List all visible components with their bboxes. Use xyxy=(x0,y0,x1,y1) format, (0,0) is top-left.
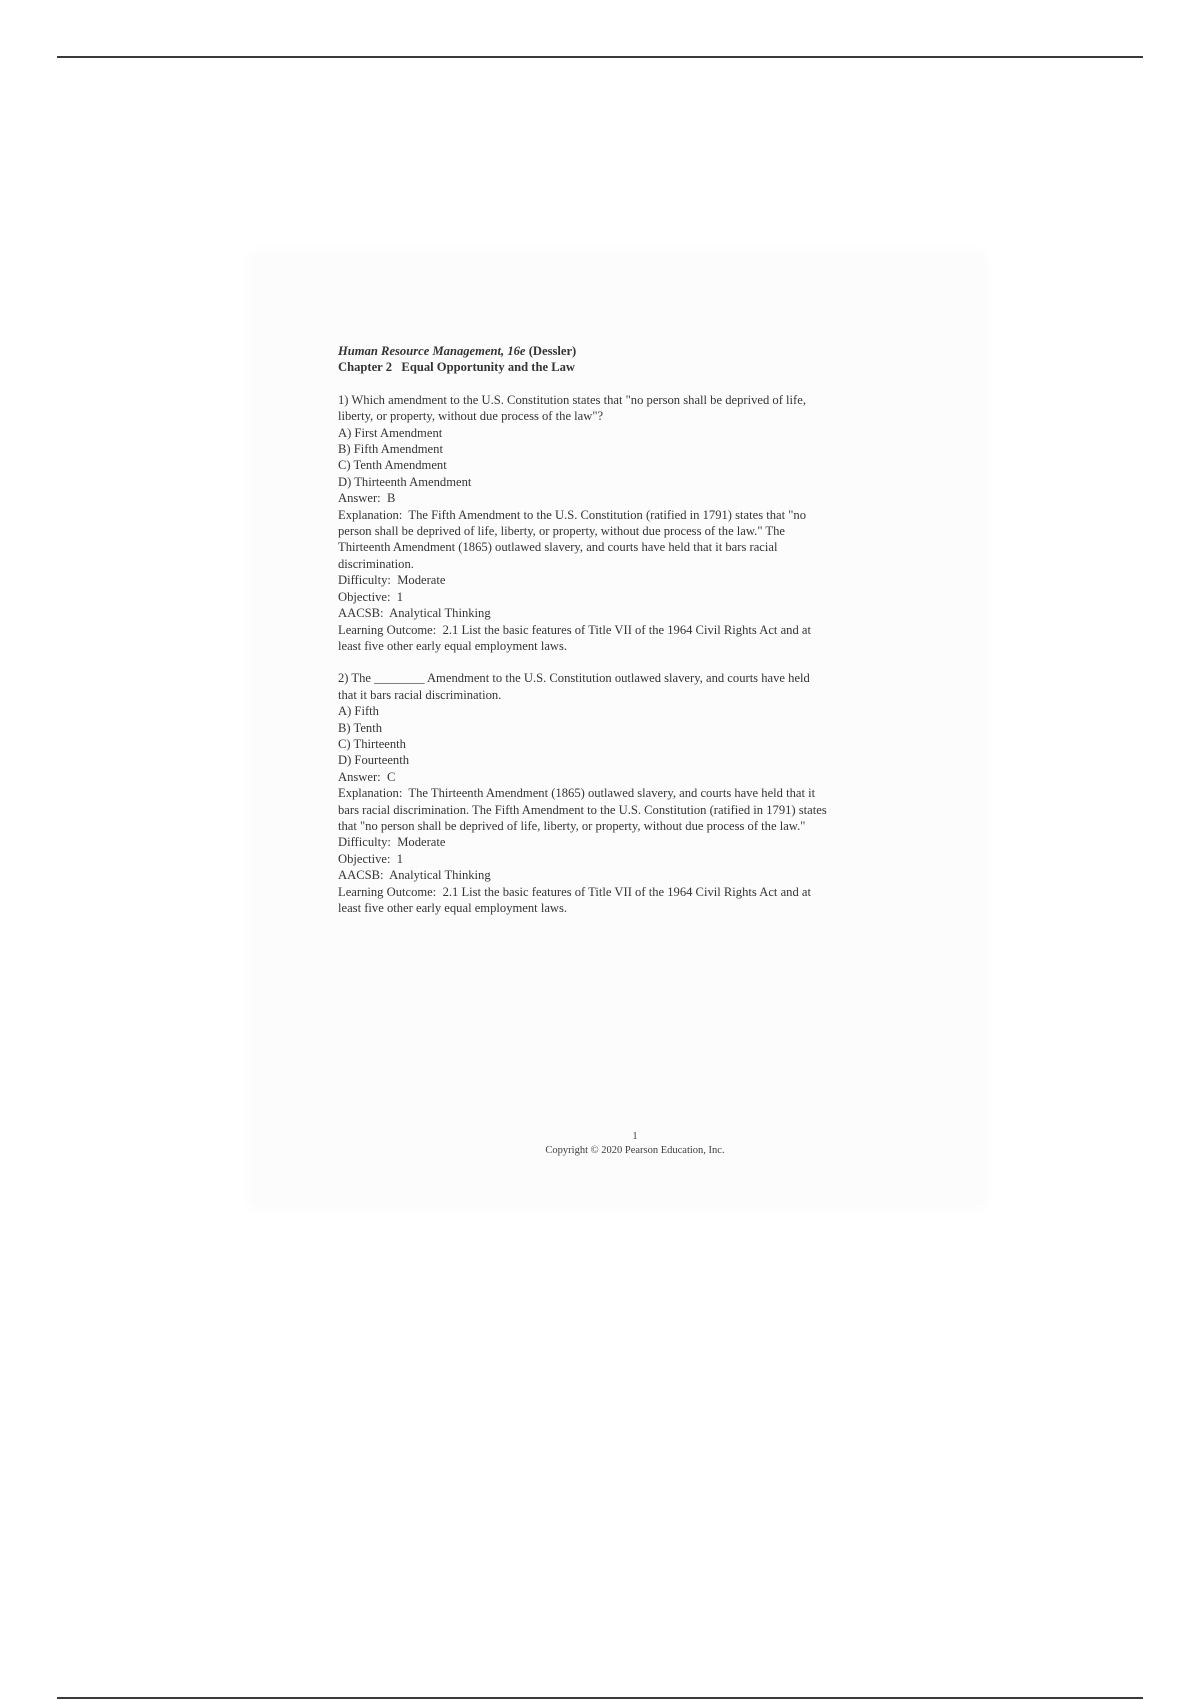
explanation-line: person shall be deprived of life, liberty, or property, without due process of the law." The xyxy=(338,524,785,539)
page-content xyxy=(338,343,920,916)
difficulty: Difficulty: Moderate xyxy=(338,835,446,850)
question-stem-line: 1) Which amendment to the U.S. Constitution states that "no person shall be deprived of life, xyxy=(338,392,806,407)
answer-option: B) Fifth Amendment xyxy=(338,442,443,457)
copyright-notice: Copyright © 2020 Pearson Education, Inc. xyxy=(545,1145,725,1156)
answer-option: C) Tenth Amendment xyxy=(338,458,447,473)
question-block xyxy=(338,670,920,916)
explanation-line: Explanation: The Fifth Amendment to the U.S. Constitution (ratified in 1791) states that "no xyxy=(338,507,807,522)
answer-option: D) Thirteenth Amendment xyxy=(338,474,472,489)
question-block xyxy=(338,392,920,655)
learning-outcome-line: Learning Outcome: 2.1 List the basic features of Title VII of the 1964 Civil Rights Act and at xyxy=(338,622,812,637)
answer-option: A) Fifth xyxy=(338,704,379,719)
page-footer xyxy=(255,1130,980,1158)
explanation-line: that "no person shall be deprived of life, liberty, or property, without due process of the law." xyxy=(338,818,806,833)
book-author: (Dessler) xyxy=(528,344,577,358)
top-divider xyxy=(57,56,1143,58)
learning-outcome-line: least five other early equal employment laws. xyxy=(338,638,568,653)
objective: Objective: 1 xyxy=(338,851,404,866)
document-header xyxy=(338,343,920,376)
explanation-line: discrimination. xyxy=(338,556,414,571)
objective: Objective: 1 xyxy=(338,589,404,604)
answer-key: Answer: C xyxy=(338,769,396,784)
document-page xyxy=(255,258,980,1203)
aacsb: AACSB: Analytical Thinking xyxy=(338,868,491,883)
aacsb: AACSB: Analytical Thinking xyxy=(338,606,491,621)
page-number: 1 xyxy=(632,1131,638,1142)
answer-option: C) Thirteenth xyxy=(338,736,406,751)
answer-option: A) First Amendment xyxy=(338,425,443,440)
question-stem-line: 2) The ________ Amendment to the U.S. Constitution outlawed slavery, and courts have held xyxy=(338,671,810,686)
learning-outcome-line: least five other early equal employment laws. xyxy=(338,901,568,915)
book-title: Human Resource Management, 16e xyxy=(338,344,526,358)
chapter-title: Chapter 2 Equal Opportunity and the Law xyxy=(338,360,575,375)
answer-key: Answer: B xyxy=(338,491,396,506)
learning-outcome-line: Learning Outcome: 2.1 List the basic features of Title VII of the 1964 Civil Rights Act and at xyxy=(338,884,812,899)
question-stem-line: liberty, or property, without due process of the law"? xyxy=(338,409,604,424)
explanation-line: bars racial discrimination. The Fifth Amendment to the U.S. Constitution (ratified in 1791) states xyxy=(338,802,827,817)
difficulty: Difficulty: Moderate xyxy=(338,573,446,588)
question-stem-line: that it bars racial discrimination. xyxy=(338,687,502,702)
explanation-line: Explanation: The Thirteenth Amendment (1865) outlawed slavery, and courts have held that it xyxy=(338,786,816,801)
answer-option: D) Fourteenth xyxy=(338,753,409,768)
bottom-divider xyxy=(57,1697,1143,1699)
explanation-line: Thirteenth Amendment (1865) outlawed slavery, and courts have held that it bars racial xyxy=(338,540,778,555)
answer-option: B) Tenth xyxy=(338,720,383,735)
